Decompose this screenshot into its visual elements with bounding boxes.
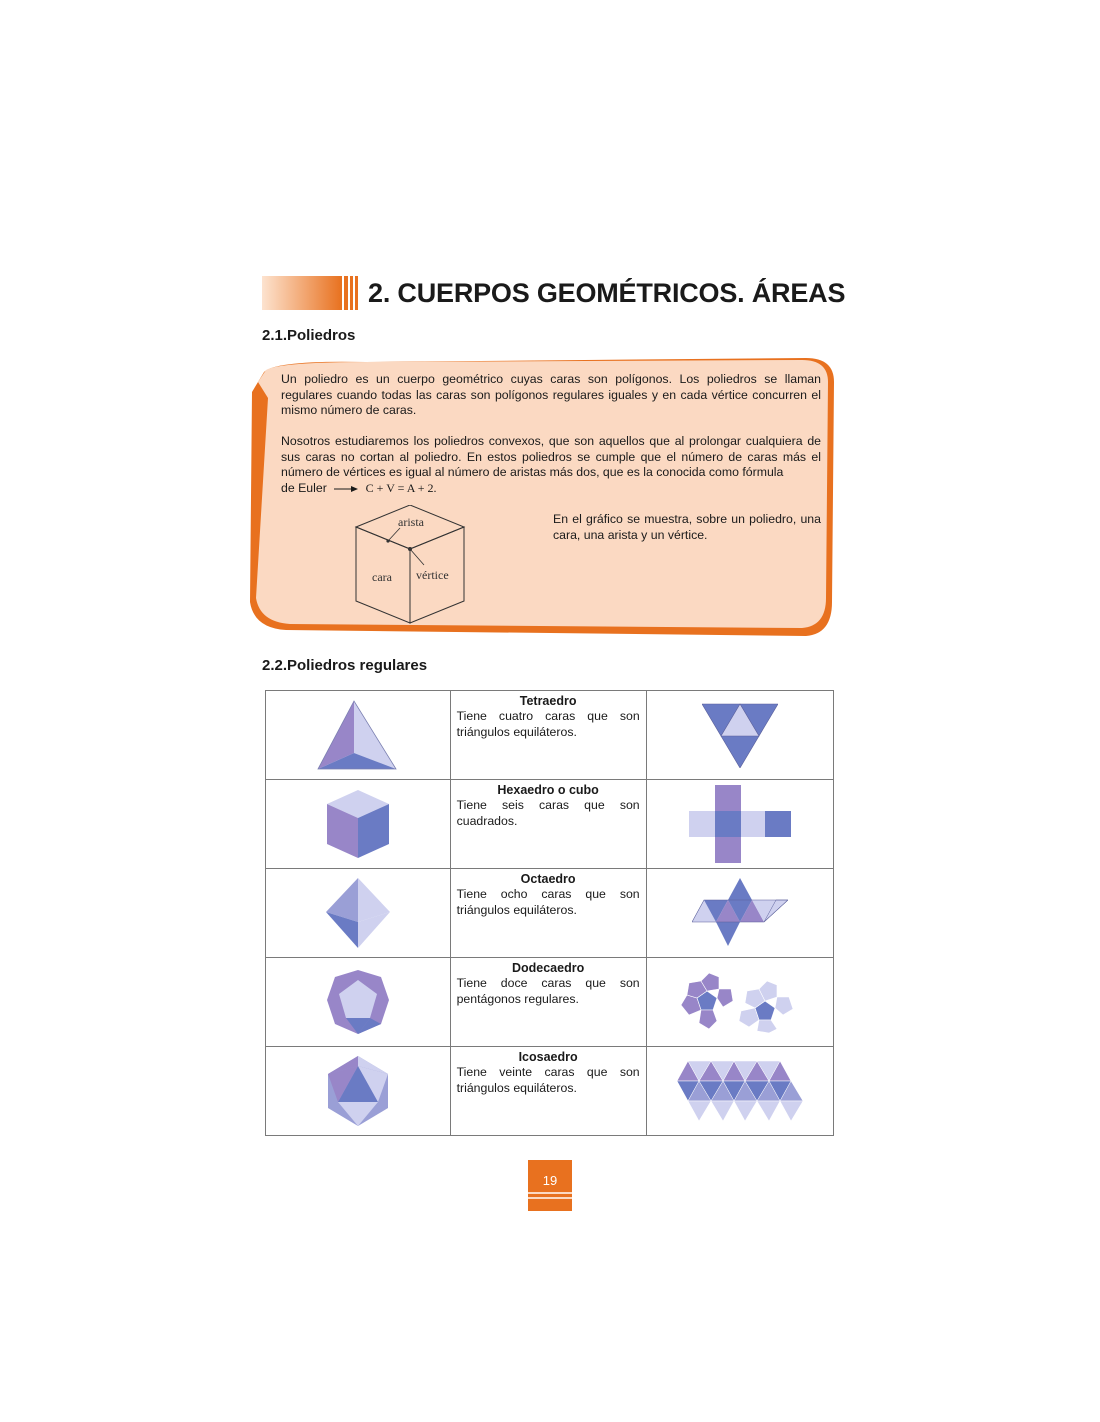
header-accent-bar: [262, 276, 358, 310]
icosahedron-description: [450, 1047, 646, 1136]
label-vertice: vértice: [416, 568, 449, 582]
table-row: [266, 691, 834, 780]
dodecahedron-net: [646, 958, 833, 1047]
label-arista: arista: [398, 515, 424, 529]
section-heading-poliedros-regulares: 2.2.Poliedros regulares: [262, 657, 428, 674]
intro-paragraph: Un poliedro es un cuerpo geométrico cuyas caras son polígonos. Los poliedros se llaman regulares cuando todas las caras son polígonos regulares iguales y en cada vértice concurren el mismo número de caras.: [281, 372, 821, 418]
cube-description: [450, 780, 646, 869]
octahedron-description: [450, 869, 646, 958]
polyhedron-name: Hexaedro o cubo: [497, 783, 599, 797]
polyhedron-desc: Tiene cuatro caras que son triángulos equiláteros.: [456, 709, 640, 739]
cube-diagram: [352, 505, 470, 625]
polyhedron-name: Icosaedro: [518, 1050, 578, 1064]
dodecahedron-description: [450, 958, 646, 1047]
page-number: 19: [542, 1173, 558, 1188]
cube-figure: [266, 780, 451, 869]
polyhedron-desc: Tiene doce caras que son pentágonos regulares.: [456, 976, 640, 1006]
section-heading-poliedros: 2.1.Poliedros: [262, 327, 356, 344]
octahedron-net: [646, 869, 833, 958]
polyhedron-name: Tetraedro: [519, 694, 577, 708]
tetrahedron-figure: [266, 691, 451, 780]
icosahedron-net: [646, 1047, 833, 1136]
polyhedron-name: Octaedro: [520, 872, 576, 886]
polyhedron-desc: Tiene veinte caras que son triángulos equiláteros.: [456, 1065, 640, 1095]
octahedron-figure: [266, 869, 451, 958]
polyhedron-desc: Tiene ocho caras que son triángulos equiláteros.: [456, 887, 640, 917]
table-row: [266, 780, 834, 869]
figure-caption: En el gráfico se muestra, sobre un poliedro, una cara, una arista y un vértice.: [553, 512, 821, 542]
regular-polyhedra-table: [265, 690, 834, 1136]
tetrahedron-description: [450, 691, 646, 780]
page-title: 2. CUERPOS GEOMÉTRICOS. ÁREAS: [368, 278, 846, 308]
euler-formula: C + V = A + 2.: [365, 481, 437, 495]
polyhedron-name: Dodecaedro: [511, 961, 585, 975]
arrow-right-icon: [334, 485, 358, 493]
polyhedron-desc: Tiene seis caras que son cuadrados.: [456, 798, 640, 828]
euler-prefix: de Euler: [281, 481, 327, 495]
convex-paragraph: Nosotros estudiaremos los poliedros convexos, que son aquellos que al prolongar cualquiera de sus caras no cortan al poliedro. En estos poliedros se cumple que el número de caras más el número de vértices es igual al número de aristas más dos, que es la conocida como fórmula: [281, 434, 821, 480]
table-row: [266, 1047, 834, 1136]
icosahedron-figure: [266, 1047, 451, 1136]
tetrahedron-net: [646, 691, 833, 780]
label-cara: cara: [372, 570, 392, 584]
dodecahedron-figure: [266, 958, 451, 1047]
table-row: [266, 958, 834, 1047]
table-row: [266, 869, 834, 958]
cube-net: [646, 780, 833, 869]
euler-formula-line: [281, 481, 437, 496]
